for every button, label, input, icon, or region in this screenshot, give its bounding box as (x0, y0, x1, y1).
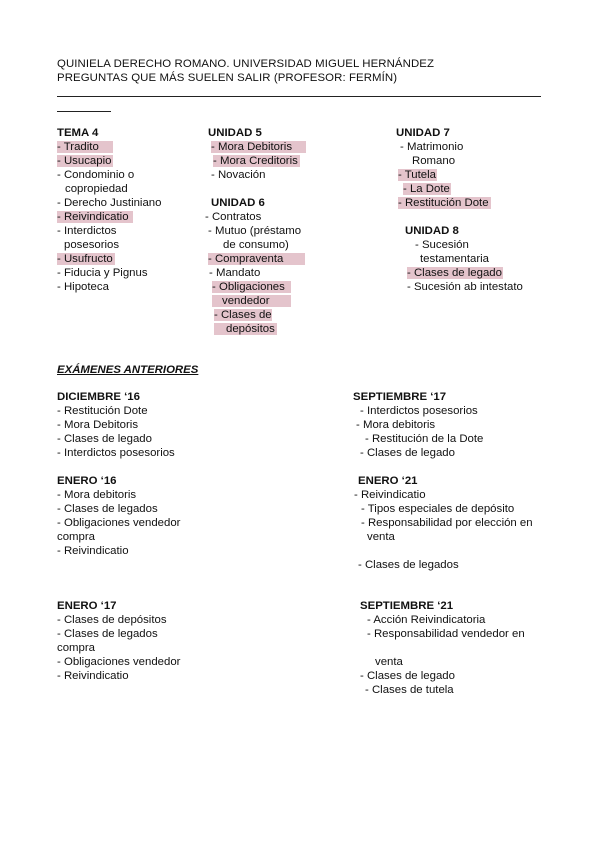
list-item: testamentaria (420, 253, 490, 265)
list-item: - Interdictos posesorios (360, 405, 478, 417)
list-item: - Reivindicatio (57, 545, 129, 557)
list-item: - Reivindicatio (57, 670, 129, 682)
exam-ene16 (57, 474, 180, 558)
exam-title: ENERO ‘21 (358, 475, 418, 487)
list-item: - Mora Debitoris (211, 141, 306, 153)
exam-sep21 (360, 599, 525, 697)
list-item: - Mora debitoris (356, 419, 436, 431)
list-item: - Matrimonio (400, 141, 464, 153)
unidad5-title: UNIDAD 5 (208, 127, 262, 139)
list-item: Romano (412, 155, 456, 167)
list-item: - Tipos especiales de depósito (361, 503, 515, 515)
list-item: - Mora Debitoris (57, 419, 139, 431)
list-item: - Clases de legado (57, 433, 152, 445)
unidad5-block (208, 126, 306, 182)
list-item: - Clases de (214, 309, 272, 321)
list-item: - Interdictos posesorios (57, 447, 175, 459)
list-item: - Sucesión (415, 239, 469, 251)
exam-title: SEPTIEMBRE ‘21 (360, 600, 454, 612)
list-item: - Responsabilidad vendedor en (367, 628, 525, 640)
list-item: posesorios (64, 239, 120, 251)
list-item: - Fiducia y Pignus (57, 267, 148, 279)
tema4-title: TEMA 4 (57, 127, 99, 139)
list-item: - Interdictos (57, 225, 117, 237)
unidad6-block (205, 196, 305, 336)
list-item: - La Dote (403, 183, 450, 195)
list-item: - Sucesión ab intestato (407, 281, 523, 293)
list-item: - Obligaciones vendedor (57, 517, 181, 529)
exam-title: ENERO ‘16 (57, 475, 117, 487)
list-item: de consumo) (223, 239, 289, 251)
list-item: depósitos (214, 323, 277, 335)
document-header (57, 57, 547, 85)
exam-ene17 (57, 599, 180, 683)
list-item: - Hipoteca (57, 281, 109, 293)
header-rule-short (57, 111, 111, 112)
list-item: - Clases de tutela (365, 684, 454, 696)
list-item: - Restitución Dote (398, 197, 489, 209)
list-item: - Mandato (209, 267, 261, 279)
list-item: - Clases de legados (358, 559, 459, 571)
list-item: copropiedad (65, 183, 128, 195)
list-item: - Obligaciones (212, 281, 291, 293)
list-item: - Compraventa (208, 253, 305, 265)
list-item: - Obligaciones vendedor (57, 656, 181, 668)
list-item: - Mora Creditoris (213, 155, 298, 167)
unidad8-title: UNIDAD 8 (405, 225, 459, 237)
list-item: - Derecho Justiniano (57, 197, 162, 209)
unidad8-block (405, 224, 523, 294)
exams-section-title: EXÁMENES ANTERIORES (57, 364, 199, 376)
list-item: - Contratos (205, 211, 262, 223)
list-item: - Mutuo (préstamo (208, 225, 302, 237)
list-item: - Restitución Dote (57, 405, 148, 417)
list-item: - Clases de legados (57, 503, 158, 515)
unidad6-title: UNIDAD 6 (211, 197, 265, 209)
list-item: compra (57, 531, 95, 543)
list-item: venta (367, 531, 395, 543)
list-item: venta (375, 656, 403, 668)
exam-dic16 (57, 390, 175, 460)
list-item: - Mora debitoris (57, 489, 137, 501)
list-item: - Clases de legado (407, 267, 502, 279)
exam-title: DICIEMBRE ‘16 (57, 391, 140, 403)
list-item: - Clases de depósitos (57, 614, 167, 626)
list-item: - Reivindicatio (354, 489, 426, 501)
list-item: - Restitución de la Dote (365, 433, 484, 445)
list-item: - Usufructo (57, 253, 113, 265)
tema4-block (57, 126, 161, 294)
exam-ene21 (354, 474, 533, 572)
list-item: - Tutela (398, 169, 436, 181)
list-item: - Novación (211, 169, 266, 181)
list-item: - Usucapio (57, 155, 112, 167)
list-item: - Clases de legados (57, 628, 158, 640)
list-item: - Clases de legado (360, 447, 455, 459)
list-item: - Clases de legado (360, 670, 455, 682)
list-item: - Reivindicatio (57, 211, 133, 223)
list-item: compra (57, 642, 95, 654)
unidad7-block (396, 126, 491, 210)
header-subtitle: PREGUNTAS QUE MÁS SUELEN SALIR (PROFESOR: FERMÍN) (57, 72, 398, 84)
exam-title: ENERO ‘17 (57, 600, 117, 612)
unidad7-title: UNIDAD 7 (396, 127, 450, 139)
list-item: vendedor (212, 295, 291, 307)
list-item: - Tradito (57, 141, 113, 153)
header-rule (57, 96, 541, 97)
exam-sep17 (353, 390, 483, 460)
list-item: - Responsabilidad por elección en (361, 517, 533, 529)
exam-title: SEPTIEMBRE ‘17 (353, 391, 447, 403)
header-title: QUINIELA DERECHO ROMANO. UNIVERSIDAD MIGUEL HERNÁNDEZ (57, 58, 435, 70)
list-item: - Acción Reivindicatoria (367, 614, 486, 626)
list-item: - Condominio o (57, 169, 135, 181)
